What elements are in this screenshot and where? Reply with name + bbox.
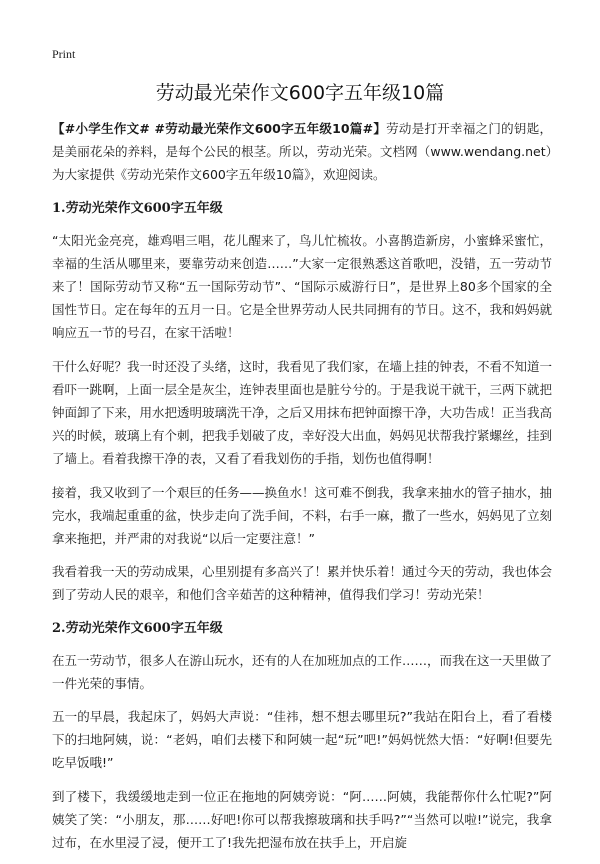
document-title: 劳动最光荣作文600字五年级10篇 — [155, 82, 445, 104]
section-heading: 1.劳动光荣作文600字五年级 — [52, 200, 223, 216]
print-label[interactable]: Print — [52, 47, 76, 61]
paragraph: 在五一劳动节，很多人在游山玩水，还有的人在加班加点的工作……，而我在这一天里做了一件光荣的事情。 — [52, 652, 553, 691]
paragraph: 干什么好呢？我一时还没了头绪，这时，我看见了我们家，在墙上挂的钟表，不看不知道一看吓一跳啊，上面一层全是灰尘，连钟表里面也是脏兮兮的。于是我说干就干，三两下就把钟面卸了下来，用水把透明玻璃洗干净，之后又用抹布把钟面擦干净，大功告成！正当我高兴的时候，玻璃上有个刺，把我手划破了皮，幸好没大出血，妈妈见状帮我拧紧螺丝，挂到了墙上。看着我擦干净的表，又看了看我划伤的手指，划伤也值得啊！ — [52, 358, 553, 467]
intro-text: 劳动是打开幸福之门的钥匙，是美丽花朵的养料，是每个公民的根茎。所以，劳动光荣。文档网（www.wendang.net）为大家提供《劳动光荣作文600字五年级10篇》，欢迎阅读。 — [52, 121, 552, 183]
document-body — [52, 117, 552, 864]
paragraph: 接着，我又收到了一个艰巨的任务——换鱼水！这可难不倒我，我拿来抽水的管子抽水，抽完水，我端起重重的盆，快步走向了洗手间，不料，右手一麻，撒了一些水，妈妈见了立刻拿来拖把，并严肃的对我说“以后一定要注意！” — [52, 484, 553, 547]
paragraph: 到了楼下，我缓缓地走到一位正在拖地的阿姨旁说：“阿……阿姨，我能帮你什么忙呢?”阿姨笑了笑：“小朋友，那……好吧!你可以帮我擦玻璃和扶手吗?”“当然可以啦!”说完，我拿过布，在水里浸了浸，便开工了!我先把湿布放在扶手上，开启旋 — [52, 788, 552, 851]
paragraph: “太阳光金亮亮，雄鸡唱三唱，花儿醒来了，鸟儿忙梳妆。小喜鹊造新房，小蜜蜂采蜜忙，幸福的生活从哪里来，要靠劳动来创造……”大家一定很熟悉这首歌吧，没错，五一劳动节来了！国际劳动节又称“五一国际劳动节”、“国际示威游行日”，是世界上80多个国家的全国性节日。定在每年的五月一日。它是全世界劳动人民共同拥有的节日。这不，我和妈妈就响应五一节的号召，在家干活啦！ — [52, 232, 553, 341]
intro-tags: 【#小学生作文# #劳动最光荣作文600字五年级10篇#】 — [52, 121, 387, 136]
intro-paragraph — [52, 117, 552, 187]
section-heading: 2.劳动光荣作文600字五年级 — [52, 620, 223, 636]
paragraph: 我看着我一天的劳动成果，心里别提有多高兴了！累并快乐着！通过今天的劳动，我也体会到了劳动人民的艰辛，和他们含辛茹苦的这种精神，值得我们学习！劳动光荣！ — [52, 564, 553, 603]
paragraph: 五一的早晨，我起床了，妈妈大声说：“佳祎，想不想去哪里玩?”我站在阳台上，看了看楼下的扫地阿姨，说：“老妈，咱们去楼下和阿姨一起“玩”吧!”妈妈恍然大悟：“好啊!但要先吃早饭哦!” — [52, 709, 552, 771]
